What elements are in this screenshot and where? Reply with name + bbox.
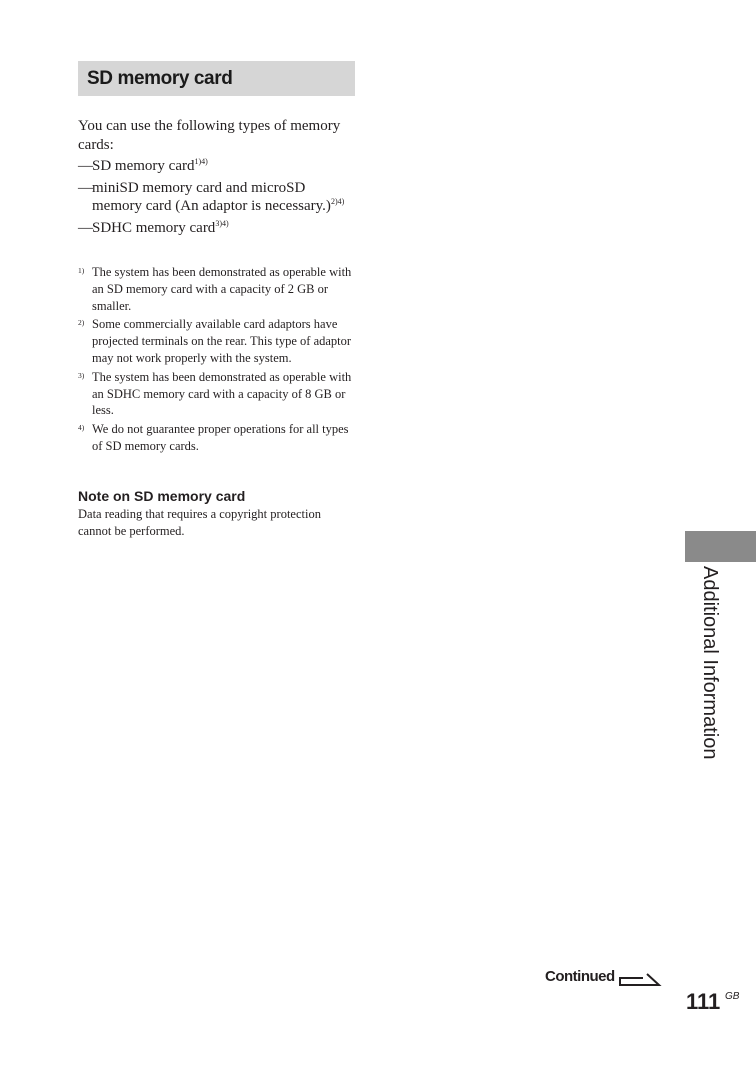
list-item <box>78 179 358 216</box>
page-number <box>686 988 746 1018</box>
footnote <box>78 369 360 419</box>
card-type-text: SD memory card <box>92 158 195 174</box>
footnote <box>78 264 360 314</box>
footnote-text: We do not guarantee proper operations for all types of SD memory cards. <box>92 422 349 453</box>
card-type-text: SDHC memory card <box>92 219 216 236</box>
list-item <box>78 219 358 238</box>
footnote-number: 1) <box>78 266 85 275</box>
note-body: Data reading that requires a copyright protection cannot be performed. <box>78 507 321 538</box>
footnote-number: 3) <box>78 370 85 380</box>
side-tab-marker <box>685 531 756 562</box>
continued-label: Continued <box>545 968 615 985</box>
section-heading: SD memory card <box>78 61 355 96</box>
footnote-list <box>78 264 360 457</box>
card-type-text: miniSD memory card and microSD memory card (An adaptor is necessary.) <box>92 179 331 214</box>
footnote-text: Some commercially available card adaptors have projected terminals on the rear. This type of adaptor may not work properly with the system. <box>92 317 352 365</box>
page-number-suffix: GB <box>725 991 740 1002</box>
continued-indicator <box>545 966 675 994</box>
continued-arrow-icon <box>619 966 667 988</box>
side-tab-label: Additional Information <box>699 566 721 760</box>
footnote <box>78 421 360 455</box>
footnote-ref: 1)4) <box>194 157 208 166</box>
dash-bullet: — <box>78 158 93 174</box>
intro-text: You can use the following types of memory cards: <box>78 118 341 153</box>
footnote-number: 4) <box>78 423 85 433</box>
footnote-number: 2) <box>78 318 85 328</box>
page-number-value: 111 <box>686 989 721 1014</box>
list-item <box>78 157 358 176</box>
dash-bullet: — <box>78 179 93 196</box>
note-title: Note on SD memory card <box>78 488 246 504</box>
footnote <box>78 316 360 366</box>
footnote-ref: 2)4) <box>330 197 345 206</box>
card-type-list <box>78 157 358 240</box>
footnote-text: The system has been demonstrated as operable with an SDHC memory card with a capacity of 8 GB or less. <box>92 369 352 418</box>
dash-bullet: — <box>78 219 93 236</box>
footnote-text: The system has been demonstrated as operable with an SD memory card with a capacity of 2 GB or smaller. <box>92 265 352 313</box>
footnote-ref: 3)4) <box>215 218 229 228</box>
